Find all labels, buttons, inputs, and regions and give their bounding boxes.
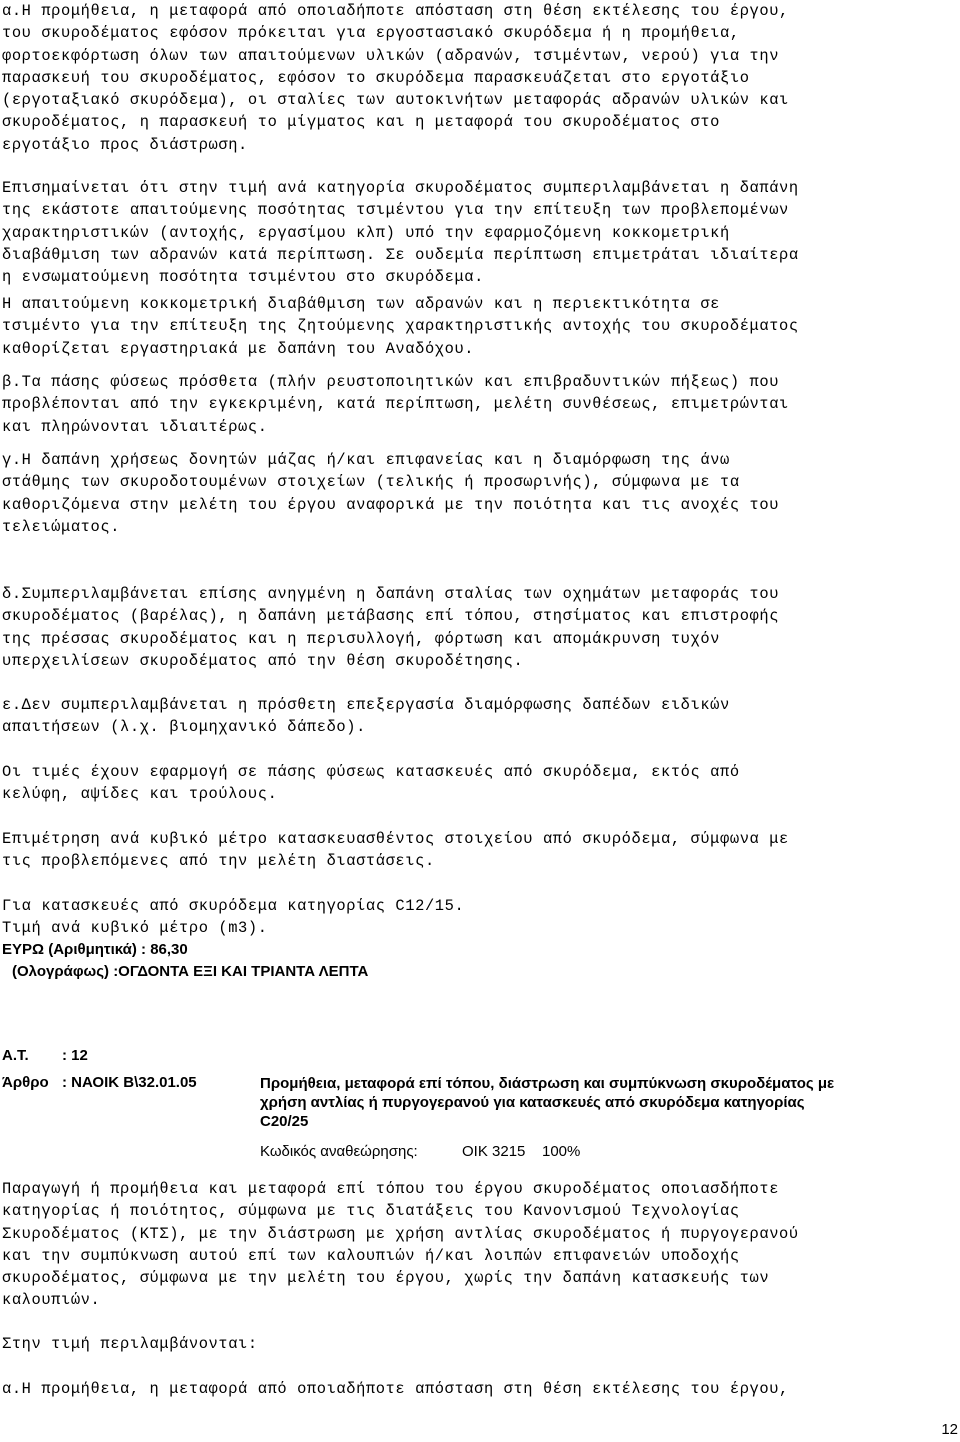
text-line: Σκυροδέματος (ΚΤΣ), με την διάστρωση με χρήση αντλίας σκυροδέματος ή πυργογερανού (2, 1224, 799, 1243)
text-line: προβλέπονται από την εγκεκριμένη, κατά περίπτωση, μελέτη συνθέσεως, επιμετρώνται (2, 395, 789, 414)
text-line: Για κατασκευές από σκυρόδεμα κατηγορίας C12/15. (2, 897, 465, 915)
paragraph-vibrators (2, 449, 952, 538)
text-line: Επισημαίνεται ότι στην τιμή ανά κατηγορία σκυροδέματος συμπεριλαμβάνεται η δαπάνη (2, 179, 799, 197)
text-line: (εργοταξιακό σκυρόδεμα), οι σταλίες των αυτοκινήτων μεταφοράς αδρανών υλικών και (2, 91, 789, 110)
text-line: και πληρώνονται ιδιαιτέρως. (2, 417, 268, 436)
item-at-label: Α.Τ. (2, 1047, 29, 1064)
text-line: απαιτήσεων (λ.χ. βιομηχανικό δάπεδο). (2, 718, 366, 737)
text-line: στάθμης των σκυροδοτουμένων στοιχείων (τελικής ή προσωρινής), σύμφωνα με τα (2, 473, 740, 492)
text-line: φορτοεκφόρτωση όλων των απαιτούμενων υλικών (αδρανών, τσιμέντων, νερού) για την (2, 46, 780, 65)
paragraph-supply-transport (2, 0, 952, 156)
paragraph-item-a (2, 1378, 952, 1400)
revision-label: Κωδικός αναθεώρησης: (260, 1143, 418, 1160)
text-line: κατηγορίας ή ποιότητος, σύμφωνα με τις διατάξεις του Κανονισμού Τεχνολογίας (2, 1202, 740, 1221)
revision-code: ΟΙΚ 3215 (462, 1143, 526, 1160)
paragraph-grading (2, 293, 952, 360)
article-code: : ΝΑΟΙΚ Β\32.01.05 (62, 1074, 197, 1091)
title-line: χρήση αντλίας ή πυργογερανού για κατασκευές από σκυρόδεμα κατηγορίας (260, 1094, 805, 1111)
text-line: της πρέσσας σκυροδέματος και η περισυλλογή, φόρτωση και απομάκρυνση τυχόν (2, 629, 721, 648)
text-line: ε.Δεν συμπεριλαμβάνεται η πρόσθετη επεξεργασία διαμόρφωσης δαπέδων ειδικών (2, 696, 730, 714)
text-line: α.Η προμήθεια, η μεταφορά από οποιαδήποτε απόσταση στη θέση εκτέλεσης του έργου, (2, 2, 789, 20)
text-line: Τιμή ανά κυβικό μέτρο (m3). (2, 919, 268, 938)
text-line: τσιμέντο για την επίτευξη της ζητούμενης χαρακτηριστικής αντοχής του σκυροδέματος (2, 317, 799, 336)
text-line: η ενσωματούμενη ποσότητα τσιμέντου στο σκυρόδεμα. (2, 268, 484, 287)
title-line: C20/25 (260, 1113, 309, 1130)
text-line: Η απαιτούμενη κοκκομετρική διαβάθμιση των αδρανών και η περιεκτικότητα σε (2, 295, 721, 313)
paragraph-floor-exclusion (2, 694, 952, 739)
paragraph-additives (2, 371, 952, 438)
text-line: υπερχειλίσεων σκυροδέματος από την θέση σκυροδέτησης. (2, 651, 524, 670)
paragraph-scope (2, 761, 952, 806)
text-line: τελειώματος. (2, 517, 121, 536)
text-line: καλουπιών. (2, 1291, 101, 1310)
text-line: και την συμπύκνωση αυτού επί των καλουπιών ή/και λοιπών επιφανειών υποδοχής (2, 1246, 740, 1265)
text-line: σκυροδέματος, σύμφωνα με την μελέτη του έργου, χωρίς την δαπάνη κατασκευής των (2, 1269, 770, 1288)
paragraph-cement-note (2, 177, 952, 288)
article-label: Άρθρο (2, 1074, 49, 1091)
item-at-value: : 12 (62, 1047, 88, 1064)
text-line: Επιμέτρηση ανά κυβικό μέτρο κατασκευασθέντος στοιχείου από σκυρόδεμα, σύμφωνα με (2, 830, 789, 848)
text-line: κελύφη, αψίδες και τρούλους. (2, 785, 278, 804)
paragraph-truck-idle (2, 583, 952, 672)
text-line: διαβάθμιση των αδρανών κατά περίπτωση. Σε ουδεμία περίπτωση επιμετράται ιδιαίτερα (2, 245, 799, 264)
paragraph-production (2, 1178, 952, 1312)
text-line: α.Η προμήθεια, η μεταφορά από οποιαδήποτε απόσταση στη θέση εκτέλεσης του έργου, (2, 1380, 789, 1398)
revision-percent: 100% (542, 1143, 581, 1160)
paragraph-included-heading (2, 1333, 952, 1355)
title-line: Προμήθεια, μεταφορά επί τόπου, διάστρωση και συμπύκνωση σκυροδέματος με (260, 1075, 835, 1092)
price-words: (Ολογράφως) :ΟΓΔΟΝΤΑ ΕΞΙ ΚΑΙ ΤΡΙΑΝΤΑ ΛΕΠΤΑ (12, 963, 369, 980)
text-line: χαρακτηριστικών (αντοχής, εργασίμου κλπ) υπό την εφαρμοζόμενη κοκκομετρική (2, 223, 730, 242)
text-line: εργοτάξιο προς διάστρωση. (2, 135, 248, 154)
text-line: καθορίζεται εργαστηριακά με δαπάνη του Αναδόχου. (2, 339, 475, 358)
page-number: 12 (941, 1421, 958, 1438)
text-line: Παραγωγή ή προμήθεια και μεταφορά επί τόπου του έργου σκυροδέματος οποιασδήποτε (2, 1180, 780, 1198)
text-line: Οι τιμές έχουν εφαρμογή σε πάσης φύσεως κατασκευές από σκυρόδεμα, εκτός από (2, 763, 740, 781)
paragraph-category-price (2, 895, 952, 940)
text-line: της εκάστοτε απαιτούμενης ποσότητας τσιμέντου για την επίτευξη των προβλεπομένων (2, 201, 789, 220)
article-title (260, 1074, 834, 1131)
text-line: τις προβλεπόμενες από την μελέτη διαστάσεις. (2, 852, 435, 871)
text-line: παρασκευή του σκυροδέματος, εφόσον το σκυρόδεμα παρασκευάζεται στο εργοτάξιο (2, 68, 750, 87)
text-line: σκυροδέματος, η παρασκευή το μίγματος και η μεταφορά του σκυροδέματος στο (2, 113, 721, 132)
text-line: Στην τιμή περιλαμβάνονται: (2, 1335, 258, 1353)
text-line: δ.Συμπεριλαμβάνεται επίσης ανηγμένη η δαπάνη σταλίας των οχημάτων μεταφοράς του (2, 585, 780, 603)
text-line: καθοριζόμενα στην μελέτη του έργου αναφορικά με την ποιότητα και τις ανοχές του (2, 495, 780, 514)
text-line: σκυροδέματος (βαρέλας), η δαπάνη μετάβασης επί τόπου, στησίματος και επιστροφής (2, 607, 780, 626)
text-line: γ.Η δαπάνη χρήσεως δονητών μάζας ή/και επιφανείας και η διαμόρφωση της άνω (2, 451, 730, 469)
text-line: του σκυροδέματος εφόσον πρόκειται για εργοστασιακό σκυρόδεμα ή η προμήθεια, (2, 24, 740, 43)
text-line: β.Τα πάσης φύσεως πρόσθετα (πλήν ρευστοποιητικών και επιβραδυντικών πήξεως) που (2, 373, 780, 391)
price-numeric: ΕΥΡΩ (Αριθμητικά) : 86,30 (2, 941, 188, 958)
paragraph-measurement (2, 828, 952, 873)
